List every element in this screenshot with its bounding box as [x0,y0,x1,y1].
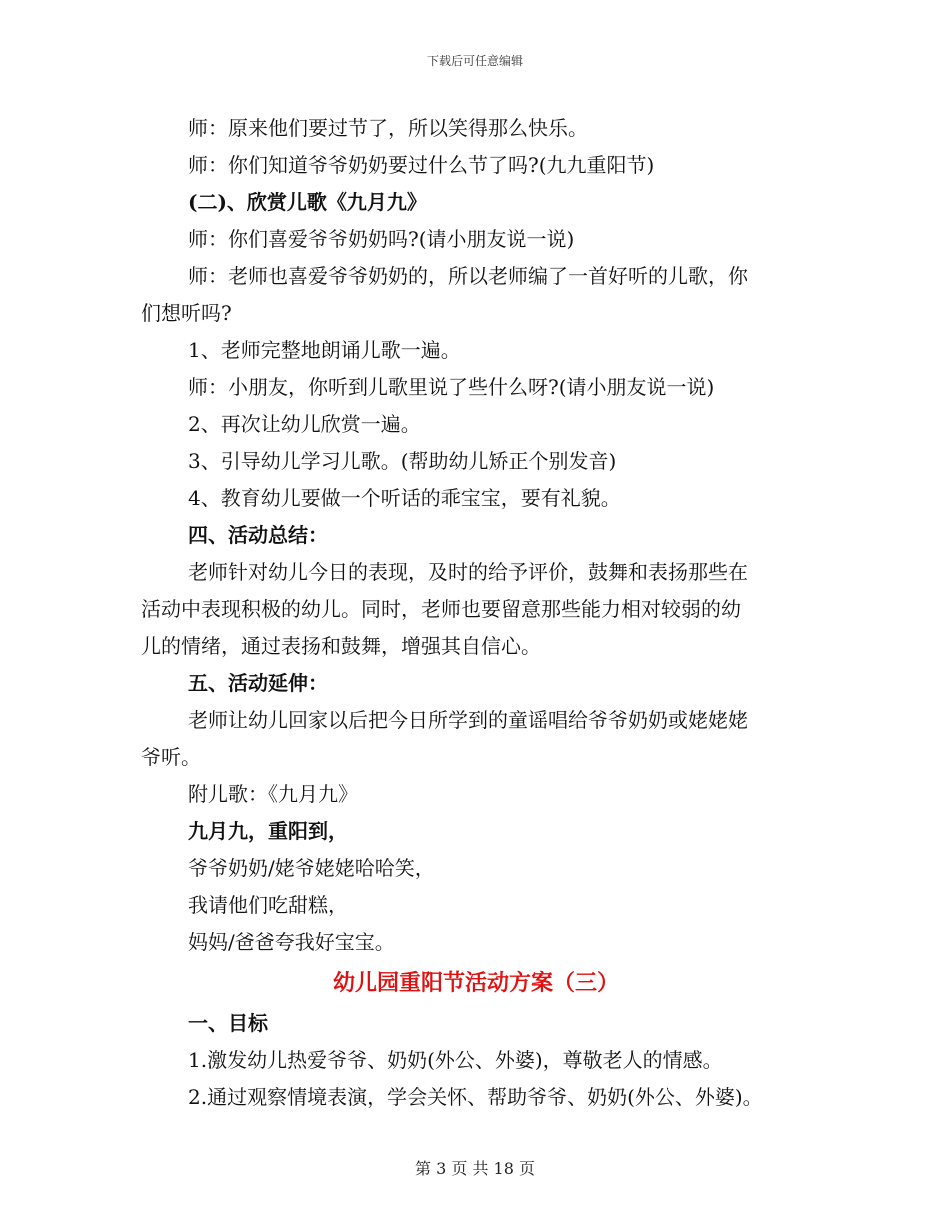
poem-line: 妈妈/爸爸夸我好宝宝。 [188,930,395,954]
paragraph-continuation: 儿的情绪，通过表扬和鼓舞，增强其自信心。 [141,634,541,658]
section-heading-extension: 五、活动延伸： [188,671,328,695]
list-item: 4、教育幼儿要做一个听话的乖宝宝，要有礼貌。 [188,486,621,510]
list-item: 1、老师完整地朗诵儿歌一遍。 [188,338,461,362]
list-item: 2、再次让幼儿欣赏一遍。 [188,412,421,436]
subsection-heading: (二)、欣赏儿歌《九月九》 [188,190,427,214]
paragraph: 老师让幼儿回家以后把今日所学到的童谣唱给爷爷奶奶或姥姥姥 [188,708,748,732]
page-number: 第 3 页 共 18 页 [415,1159,535,1178]
poem-line: 九月九，重阳到， [188,819,348,843]
paragraph: 师：你们知道爷爷奶奶要过什么节了吗?(九九重阳节) [188,153,655,177]
paragraph: 师：老师也喜爱爷爷奶奶的，所以老师编了一首好听的儿歌，你 [188,264,748,288]
list-item: 3、引导幼儿学习儿歌。(帮助幼儿矫正个别发音) [188,449,617,473]
poem-line: 我请他们吃甜糕， [188,893,348,917]
section-title: 幼儿园重阳节活动方案（三） [332,970,619,996]
list-item: 1.激发幼儿热爱爷爷、奶奶(外公、外婆)，尊敬老人的情感。 [188,1048,723,1072]
paragraph: 师：小朋友，你听到儿歌里说了些什么呀?(请小朋友说一说) [188,375,715,399]
section-heading-summary: 四、活动总结： [188,523,328,547]
paragraph: 师：原来他们要过节了，所以笑得那么快乐。 [188,116,588,140]
section-heading-goals: 一、目标 [188,1011,268,1035]
paragraph-continuation: 爷听。 [141,745,201,769]
document-body [141,110,811,1116]
paragraph: 师：你们喜爱爷爷奶奶吗?(请小朋友说一说) [188,227,575,251]
paragraph: 老师针对幼儿今日的表现，及时的给予评价，鼓舞和表扬那些在 [188,560,748,584]
paragraph-continuation: 们想听吗? [141,301,232,325]
page-header-note: 下载后可任意编辑 [426,54,523,68]
paragraph: 附儿歌：《九月九》 [188,782,358,806]
list-item: 2.通过观察情境表演，学会关怀、帮助爷爷、奶奶(外公、外婆)。 [188,1085,763,1109]
poem-line: 爷爷奶奶/姥爷姥姥哈哈笑， [188,856,435,880]
paragraph-continuation: 活动中表现积极的幼儿。同时，老师也要留意那些能力相对较弱的幼 [141,597,741,621]
